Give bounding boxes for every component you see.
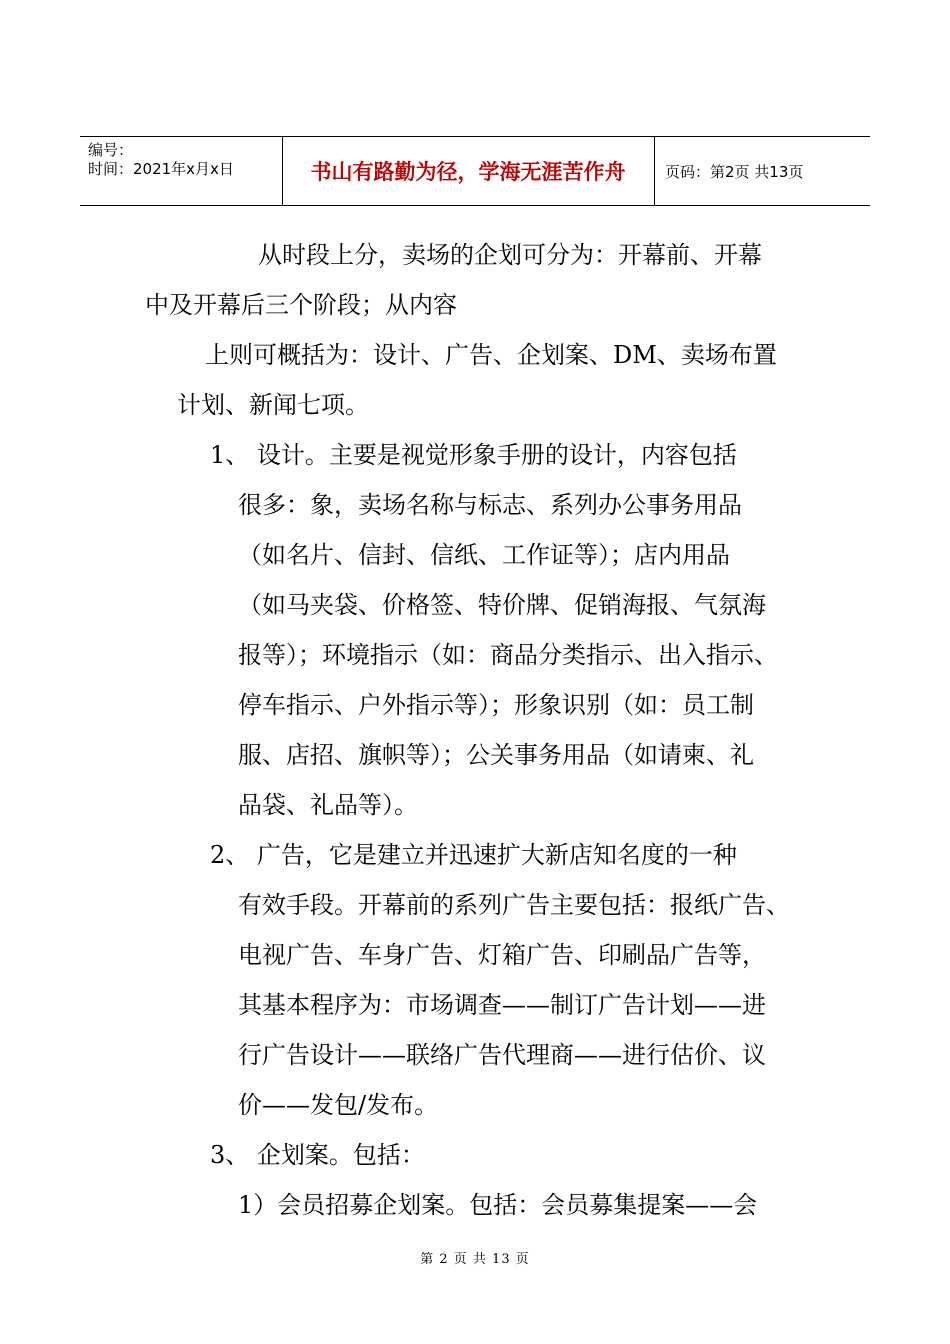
body-line: 计划、新闻七项。 <box>177 391 369 419</box>
body-line: 其基本程序为：市场调查——制订广告计划——进 <box>238 991 766 1019</box>
header-meta <box>88 141 234 179</box>
document-number-label: 编号： <box>88 141 134 159</box>
body-line: 有效手段。开幕前的系列广告主要包括：报纸广告、 <box>238 891 790 919</box>
header-divider <box>654 137 655 205</box>
body-line: （如名片、信封、信纸、工作证等）；店内用品 <box>238 541 730 569</box>
body-line: 电视广告、车身广告、灯箱广告、印刷品广告等， <box>238 941 766 969</box>
page-footer: 第 2 页 共 13 页 <box>420 1252 530 1267</box>
list-item-2-line: 2、 广告，它是建立并迅速扩大新店知名度的一种 <box>210 841 737 869</box>
body-line: 从时段上分，卖场的企划可分为：开幕前、开幕 <box>258 241 762 269</box>
document-date: 时间：2021年x月x日 <box>88 160 234 178</box>
body-line: 服、店招、旗帜等）；公关事务用品（如请柬、礼 <box>238 741 754 769</box>
body-line: 很多：象，卖场名称与标志、系列办公事务用品 <box>238 491 742 519</box>
body-line: 报等）；环境指示（如：商品分类指示、出入指示、 <box>238 641 778 669</box>
body-line: 品袋、礼品等）。 <box>238 791 418 819</box>
header-page-info: 页码：第2页 共13页 <box>665 162 804 181</box>
body-line: 价——发包/发布。 <box>238 1091 439 1119</box>
body-line: 上则可概括为：设计、广告、企划案、DM、卖场布置 <box>205 341 777 369</box>
body-line: 中及开幕后三个阶段；从内容 <box>145 291 457 319</box>
list-item-3-line: 3、 企划案。包括： <box>210 1141 425 1169</box>
list-item-1-line: 1、 设计。主要是视觉形象手册的设计，内容包括 <box>210 441 737 469</box>
sub-item-line: 1）会员招募企划案。包括：会员募集提案——会 <box>238 1191 758 1219</box>
header-motto: 书山有路勤为径，学海无涯苦作舟 <box>310 160 626 184</box>
body-line: （如马夹袋、价格签、特价牌、促销海报、气氛海 <box>238 591 766 619</box>
body-line: 行广告设计——联络广告代理商——进行估价、议 <box>238 1041 766 1069</box>
page-header <box>80 136 870 206</box>
body-line: 停车指示、户外指示等）；形象识别（如：员工制 <box>238 691 754 719</box>
